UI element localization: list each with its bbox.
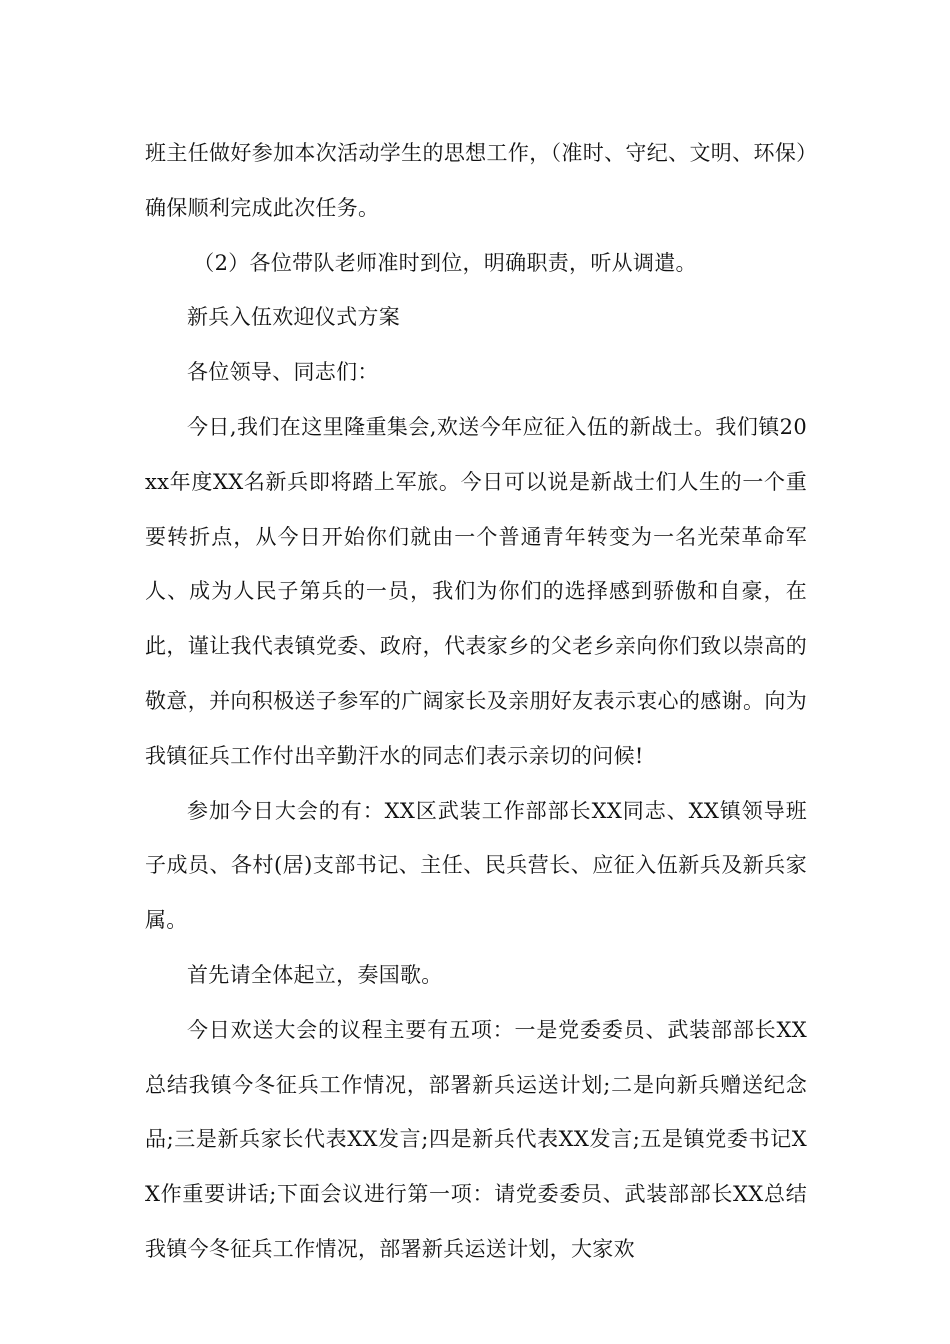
document-body xyxy=(145,126,807,1277)
paragraph-welcome: 今日,我们在这里隆重集会,欢送今年应征入伍的新战士。我们镇20xx年度XX名新兵即将踏上军旅。今日可以说是新战士们人生的一个重要转折点，从今日开始你们就由一个普通青年转变为一名光荣革命军人、成为人民子第兵的一员，我们为你们的选择感到骄傲和自豪，在此，谨让我代表镇党委、政府，代表家乡的父老乡亲向你们致以崇高的敬意，并向积极送子参军的广阔家长及亲朋好友表示衷心的感谢。向为我镇征兵工作付出辛勤汗水的同志们表示亲切的问候! xyxy=(145,414,807,768)
paragraph-attendees: 参加今日大会的有：XX区武装工作部部长XX同志、XX镇领导班子成员、各村(居)支部书记、主任、民兵营长、应征入伍新兵及新兵家属。 xyxy=(145,798,807,933)
paragraph-anthem: 首先请全体起立，奏国歌。 xyxy=(187,962,443,987)
salutation: 各位领导、同志们： xyxy=(187,360,379,385)
paragraph-class-teacher-duty: 班主任做好参加本次活动学生的思想工作，（准时、守纪、文明、环保）确保顺利完成此次任务。 xyxy=(145,141,807,220)
paragraph-agenda: 今日欢送大会的议程主要有五项：一是党委委员、武装部部长XX总结我镇今冬征兵工作情况，部署新兵运送计划;二是向新兵赠送纪念品;三是新兵家长代表XX发言;四是新兵代表XX发言;五是镇党委书记XX作重要讲话;下面会议进行第一项：请党委委员、武装部部长XX总结我镇今冬征兵工作情况，部署新兵运送计划，大家欢 xyxy=(145,1017,807,1261)
paragraph-teacher-duty: （2）各位带队老师准时到位，明确职责，听从调遣。 xyxy=(193,250,697,275)
section-title: 新兵入伍欢迎仪式方案 xyxy=(187,305,400,330)
